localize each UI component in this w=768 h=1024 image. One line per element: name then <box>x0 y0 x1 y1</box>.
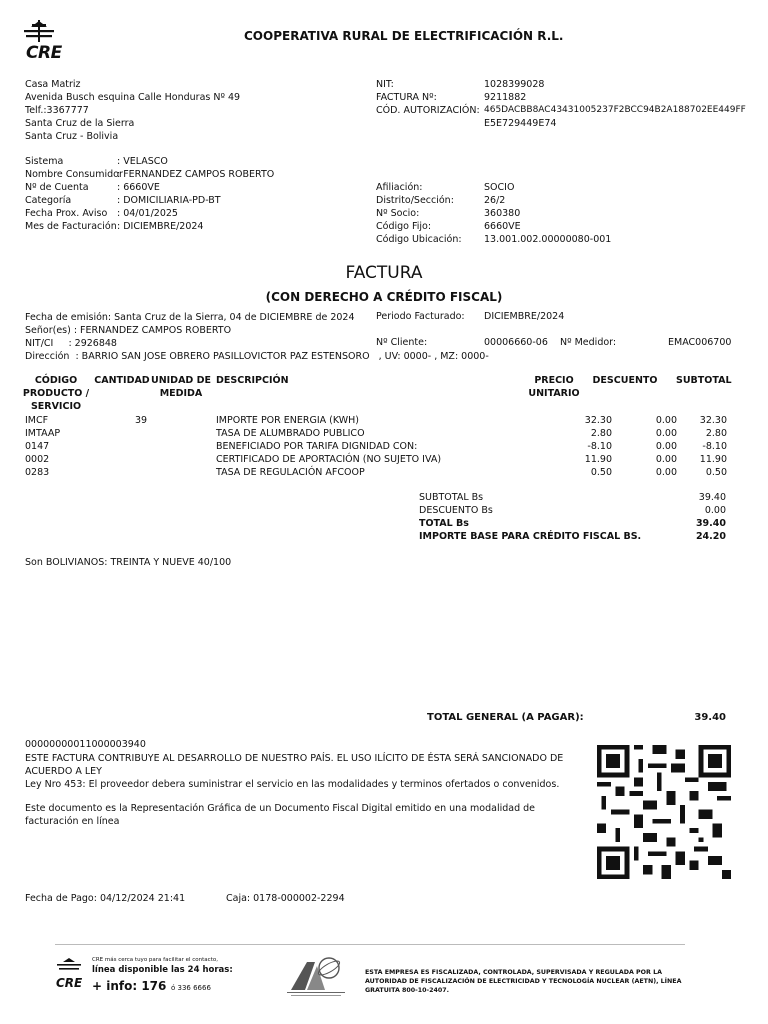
row-precio: -8.10 <box>587 441 612 452</box>
consumer-row <box>25 207 274 220</box>
row-codigo: 0283 <box>25 467 50 478</box>
col-header-line: DESCRIPCIÓN <box>216 375 289 386</box>
cliente-label: Nº Cliente: <box>376 337 428 348</box>
col-header-unidad <box>150 375 212 401</box>
aetn-regulation-text: ESTA EMPRESA ES FISCALIZADA, CONTROLADA, SUPERVISADA Y REGULADA POR LA AUTORIDAD DE FISCALIZACIÓN DE ELECTRICIDAD Y TECNOLOGÍA NUCLEAR (AETN), LÍNEA GRATUITA 800-10-2407. <box>365 969 682 994</box>
row-codigo: IMTAAP <box>25 428 61 439</box>
row-precio: 2.80 <box>590 428 612 439</box>
totals-value: 39.40 <box>698 492 726 503</box>
totals-row <box>419 530 726 543</box>
periodo-value: DICIEMBRE/2024 <box>484 311 565 322</box>
affiliation-row <box>376 207 611 220</box>
address-line: Casa Matriz <box>25 79 81 90</box>
fiscal-labels <box>376 78 480 117</box>
affiliation-row <box>376 233 611 246</box>
totals-value: 24.20 <box>695 531 726 542</box>
cliente-value: 00006660-06 <box>484 337 548 348</box>
control-code: 00000000011000003940 <box>25 739 146 750</box>
totals-label: SUBTOTAL Bs <box>419 492 484 503</box>
affiliation-info <box>376 181 611 246</box>
consumer-key: Nombre Consumidor <box>25 169 123 180</box>
col-header-codigo <box>22 375 90 414</box>
row-codigo: IMCF <box>25 415 49 426</box>
col-header-line: DESCUENTO <box>592 375 658 386</box>
row-descripcion: CERTIFICADO DE APORTACIÓN (NO SUJETO IVA) <box>216 454 442 465</box>
consumer-value: : FERNANDEZ CAMPOS ROBERTO <box>117 169 275 180</box>
address-line: Avenida Busch esquina Calle Honduras Nº 49 <box>25 92 241 103</box>
address-line: Santa Cruz - Bolivia <box>25 131 119 142</box>
consumer-key: Fecha Prox. Aviso <box>25 208 108 219</box>
address-block <box>25 78 240 143</box>
consumer-value: : DOMICILIARIA-PD-BT <box>117 195 221 206</box>
nit-label: NIT: <box>376 79 394 90</box>
col-header-subtotal <box>676 375 732 388</box>
col-header-descuento <box>592 375 658 388</box>
nit-value: 1028399028 <box>484 79 545 90</box>
fiscal-values <box>484 78 746 130</box>
cre-footer-logo-text: CRE <box>56 976 83 990</box>
row-subtotal: 11.90 <box>699 454 727 465</box>
row-subtotal: 32.30 <box>699 415 727 426</box>
row-descripcion: IMPORTE POR ENERGIA (KWH) <box>216 415 360 426</box>
invoice-subtitle: (CON DERECHO A CRÉDITO FISCAL) <box>265 290 503 304</box>
col-header-line: CÓDIGO <box>34 375 78 386</box>
consumer-value: : 6660VE <box>117 182 160 193</box>
payment-cashbox: Caja: 0178-000002-2294 <box>226 893 345 904</box>
emission-date: Fecha de emisión: Santa Cruz de la Sierra, 04 de DICIEMBRE de 2024 <box>25 312 355 323</box>
col-header-line: UNIDAD DE <box>150 375 211 386</box>
col-header-line: PRODUCTO / <box>22 388 90 399</box>
authorization-code-value: 465DACBB8AC43431005237F2BCC94B2A188702EE449FF <box>484 105 746 115</box>
col-header-line: SUBTOTAL <box>676 375 732 386</box>
consumer-value: : VELASCO <box>117 156 168 167</box>
row-cantidad: 39 <box>135 415 148 426</box>
row-descuento: 0.00 <box>655 467 677 478</box>
totals-label: TOTAL Bs <box>419 518 469 529</box>
consumer-value: : 04/01/2025 <box>117 208 178 219</box>
factura-number-value: 9211882 <box>484 92 527 103</box>
affiliation-key: Código Fijo: <box>376 221 432 232</box>
client-address: Dirección : BARRIO SAN JOSE OBRERO PASILLOVICTOR PAZ ESTENSORO , UV: 0000- , MZ: 0000- <box>25 351 489 362</box>
table-row <box>25 440 727 453</box>
totals-value: 0.00 <box>704 505 726 516</box>
row-subtotal: 0.50 <box>705 467 727 478</box>
affiliation-row <box>376 220 611 233</box>
company-name: COOPERATIVA RURAL DE ELECTRIFICACIÓN R.L. <box>244 29 564 43</box>
footer-phone: ó 336 6666 <box>171 984 211 992</box>
totals-row <box>419 491 726 504</box>
aetn-logo <box>285 954 347 998</box>
cre-logo-text: CRE <box>26 43 62 63</box>
affiliation-key: Distrito/Sección: <box>376 195 454 206</box>
col-header-line: UNITARIO <box>528 388 580 399</box>
consumer-info <box>25 155 274 233</box>
table-row <box>25 414 727 427</box>
authorization-code-value-cont: E5E729449E74 <box>484 118 557 129</box>
table-row <box>25 466 727 479</box>
client-name: Señor(es) : FERNANDEZ CAMPOS ROBERTO <box>25 325 232 336</box>
address-line: Telf.:3367777 <box>25 105 89 116</box>
affiliation-value: 13.001.002.00000080-001 <box>484 234 612 245</box>
legal-notice: ESTE FACTURA CONTRIBUYE AL DESARROLLO DE NUESTRO PAÍS. EL USO ILÍCITO DE ÉSTA SERÁ SANCIONADO DE ACUERDO A LEY <box>25 753 564 777</box>
consumer-key: Mes de Facturación <box>25 221 117 232</box>
consumer-row <box>25 194 274 207</box>
totals-value: 39.40 <box>695 518 726 529</box>
affiliation-row <box>376 194 611 207</box>
authorization-code-label: CÓD. AUTORIZACIÓN: <box>376 105 480 116</box>
affiliation-value: 6660VE <box>484 221 521 232</box>
col-header-descripcion <box>216 375 289 388</box>
table-row <box>25 453 727 466</box>
affiliation-key: Código Ubicación: <box>376 234 462 245</box>
consumer-row <box>25 220 274 233</box>
row-descripcion: TASA DE REGULACIÓN AFCOOP <box>216 467 365 478</box>
total-general-value: 39.40 <box>694 712 726 723</box>
factura-number-label: FACTURA Nº: <box>376 92 437 103</box>
row-precio: 11.90 <box>584 454 612 465</box>
row-descripcion: BENEFICIADO POR TARIFA DIGNIDAD CON: <box>216 441 418 452</box>
consumer-law-notice: Ley Nro 453: El proveedor debera suministrar el servicio en las modalidades y terminos ofertados o convenidos. <box>25 779 560 790</box>
totals-label: DESCUENTO Bs <box>419 505 493 516</box>
affiliation-value: 360380 <box>484 208 521 219</box>
col-header-line: MEDIDA <box>159 388 203 399</box>
table-row <box>25 427 727 440</box>
col-header-line: PRECIO <box>534 375 574 386</box>
totals-row <box>419 504 726 517</box>
affiliation-row <box>376 181 611 194</box>
client-nit: NIT/CI : 2926848 <box>25 338 117 349</box>
col-header-precio <box>520 375 588 401</box>
affiliation-value: 26/2 <box>484 195 506 206</box>
affiliation-key: Afiliación: <box>376 182 423 193</box>
footer-info-number: + info: 176 <box>92 979 167 993</box>
totals-row <box>419 517 726 530</box>
footer-hours-line: línea disponible las 24 horas: <box>92 965 233 975</box>
totals-label: IMPORTE BASE PARA CRÉDITO FISCAL BS. <box>419 531 642 542</box>
amount-in-words: Son BOLIVIANOS: TREINTA Y NUEVE 40/100 <box>25 557 232 568</box>
row-codigo: 0147 <box>25 441 50 452</box>
consumer-key: Nº de Cuenta <box>25 182 89 193</box>
consumer-row <box>25 168 274 181</box>
row-descripcion: TASA DE ALUMBRADO PUBLICO <box>216 428 365 439</box>
digital-document-notice: Este documento es la Representación Gráfica de un Documento Fiscal Digital emitido en una modalidad de facturación en línea <box>25 803 536 827</box>
row-descuento: 0.00 <box>655 415 677 426</box>
row-precio: 0.50 <box>590 467 612 478</box>
medidor-label: Nº Medidor: <box>560 337 617 348</box>
invoice-title: FACTURA <box>345 263 423 283</box>
affiliation-key: Nº Socio: <box>376 208 420 219</box>
affiliation-value: SOCIO <box>484 182 515 193</box>
total-general-label: TOTAL GENERAL (A PAGAR): <box>427 712 584 723</box>
row-subtotal: -8.10 <box>702 441 727 452</box>
qr-code <box>597 745 731 879</box>
address-line: Santa Cruz de la Sierra <box>25 118 135 129</box>
medidor-value: EMAC006700 <box>668 337 732 348</box>
row-descuento: 0.00 <box>655 454 677 465</box>
col-header-line: CANTIDAD <box>94 375 150 386</box>
row-codigo: 0002 <box>25 454 50 465</box>
row-descuento: 0.00 <box>655 441 677 452</box>
row-descuento: 0.00 <box>655 428 677 439</box>
row-subtotal: 2.80 <box>705 428 727 439</box>
consumer-key: Sistema <box>25 156 64 167</box>
footer-contact-line: CRE más cerca tuyo para facilitar el contacto, <box>92 957 218 963</box>
col-header-cantidad <box>94 375 150 388</box>
consumer-row <box>25 181 274 194</box>
consumer-row <box>25 155 274 168</box>
consumer-value: : DICIEMBRE/2024 <box>117 221 204 232</box>
periodo-label: Periodo Facturado: <box>376 311 465 322</box>
col-header-line: SERVICIO <box>30 401 82 412</box>
footer-divider <box>55 944 685 945</box>
consumer-key: Categoría <box>25 195 72 206</box>
row-precio: 32.30 <box>584 415 612 426</box>
payment-date: Fecha de Pago: 04/12/2024 21:41 <box>25 893 186 904</box>
